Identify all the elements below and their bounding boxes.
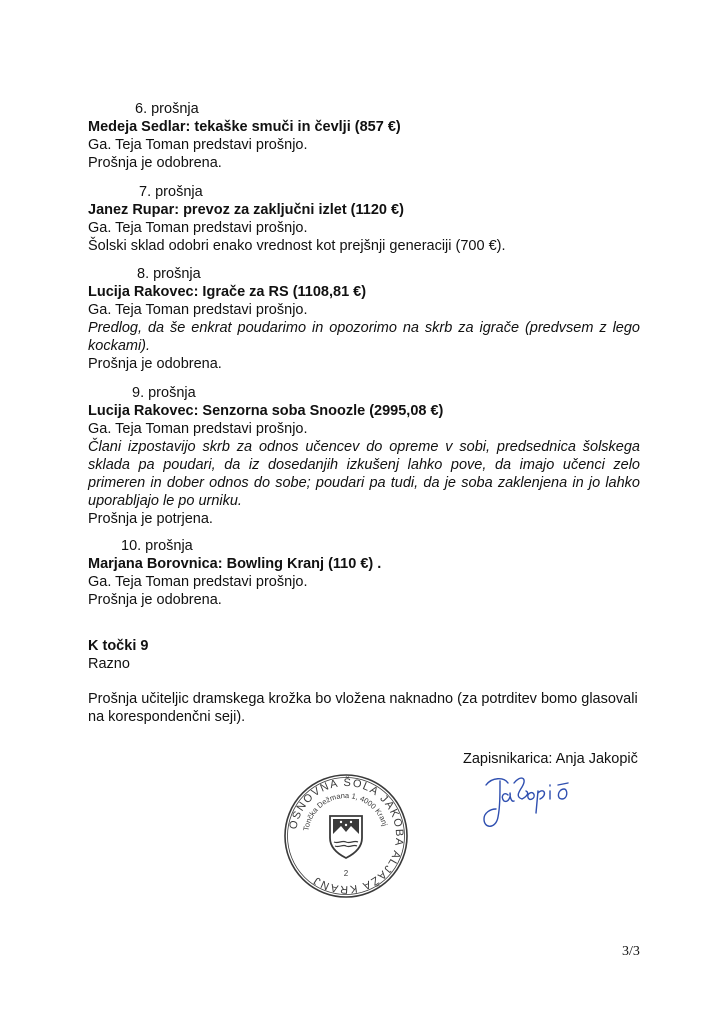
request-decision: Prošnja je odobrena.: [88, 155, 222, 171]
school-stamp: [282, 772, 410, 900]
stamp-number: 2: [343, 869, 349, 878]
request-number: 8. prošnja: [137, 266, 201, 282]
request-presenter: Ga. Teja Toman predstavi prošnjo.: [88, 421, 308, 437]
page-number: 3/3: [622, 944, 640, 959]
request-presenter: Ga. Teja Toman predstavi prošnjo.: [88, 220, 308, 236]
section-item-9: [88, 637, 640, 673]
request-6: [88, 100, 640, 172]
request-title: Janez Rupar: prevoz za zaključni izlet (1120 €): [88, 202, 404, 218]
request-note: Predlog, da še enkrat poudarimo in opozorimo na skrb za igrače (predvsem z lego kockami).: [88, 320, 640, 354]
request-number: 9. prošnja: [132, 385, 196, 401]
request-presenter: Ga. Teja Toman predstavi prošnjo.: [88, 574, 308, 590]
request-number: 6. prošnja: [135, 101, 199, 117]
section-heading: K točki 9: [88, 638, 149, 654]
request-9: [88, 384, 640, 528]
request-note: Člani izpostavijo skrb za odnos učencev do opreme v sobi, predsednica šolskega sklada pa poudari, da iz dosedanjih izkušenj lahko pove, da imajo učenci zelo primeren in dober odnos do sobe; poudari pa tudi, da je soba zaklenjena in jo lahko uporabljajo le po urniku.: [88, 439, 640, 509]
request-decision: Prošnja je odobrena.: [88, 356, 222, 372]
request-decision: Prošnja je potrjena.: [88, 511, 213, 527]
request-10: [88, 537, 640, 609]
stamp-inner-text: Tončka Dežmana 1, 4000 Kranj: [301, 790, 390, 832]
recorder-signature-label: Zapisnikarica: Anja Jakopič: [463, 751, 638, 767]
coat-of-arms-icon: [330, 816, 362, 858]
request-number: 7. prošnja: [139, 184, 203, 200]
request-number: 10. prošnja: [121, 538, 193, 554]
request-8: [88, 265, 640, 373]
section-text-block: [88, 690, 640, 726]
request-title: Marjana Borovnica: Bowling Kranj (110 €) .: [88, 556, 382, 572]
request-title: Lucija Rakovec: Igrače za RS (1108,81 €): [88, 284, 367, 300]
section-subheading: Razno: [88, 656, 130, 672]
stamp-outer-text: OSNOVNA ŠOLA JAKOBA ALJAŽA KRANJ: [287, 776, 406, 896]
handwritten-signature: [478, 773, 573, 833]
request-decision: Šolski sklad odobri enako vrednost kot prejšnji generaciji (700 €).: [88, 238, 506, 254]
request-decision: Prošnja je odobrena.: [88, 592, 222, 608]
request-presenter: Ga. Teja Toman predstavi prošnjo.: [88, 302, 308, 318]
request-title: Medeja Sedlar: tekaške smuči in čevlji (857 €): [88, 119, 401, 135]
request-7: [88, 183, 640, 255]
section-text: Prošnja učiteljic dramskega krožka bo vložena naknadno (za potrditev bomo glasovali na korespondenčni seji).: [88, 691, 638, 725]
request-presenter: Ga. Teja Toman predstavi prošnjo.: [88, 137, 308, 153]
request-title: Lucija Rakovec: Senzorna soba Snoozle (2995,08 €): [88, 403, 444, 419]
